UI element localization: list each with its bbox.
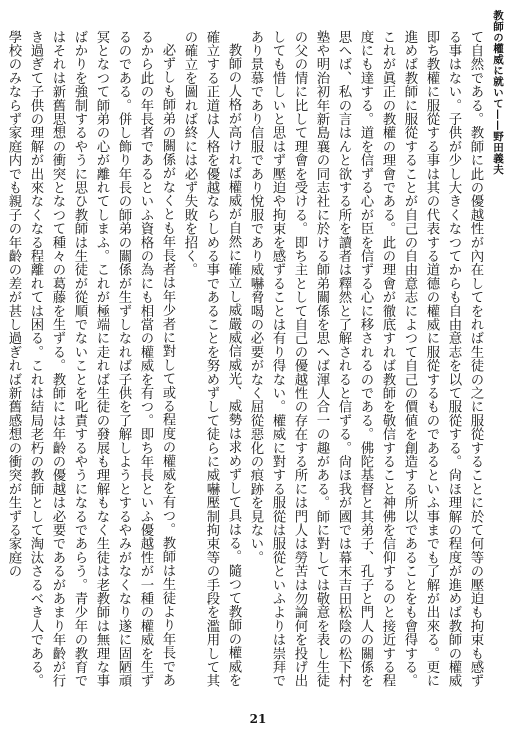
running-head: 教師の權威に就いて——野田義夫 [492, 10, 504, 175]
paragraph: 教師の人格が高ければ權威が自然に確立し威嚴威信威光、威勢は求めずして具はる。隨つて教師の權威を確立する正道は人格を優越ならしめる事であることを努めずして徒らに威嚇壓制拘束等の手段を濫用して其の確立を圖れば終には必ず失敗を招く。 [182, 30, 241, 688]
paragraph: て自然である。教師に此の優越性が內在してをれば生徒の之に服從することに於て何等の壓迫も拘束も感ずる事はない。子供が少し大きくなつてからも自由意志を以て服從する。尙ほ理解の程度が進めば教師の權威即ち教權に服從する事は其の代表する道德の權威に服從するものであるといふ事までも了解が出來る。更に進めば教師に服從することが自己の自由意志によつて自己の價値を創造する所以であることをも會得する。これが眞正の教權の理會である。此の理會が徹底すれば教師を敬信すること神佛を信仰するのと接近する程度にも達する。道を信ずる心が臣を信ずる心に移されるのである。佛陀基督と其弟子、孔子と門人の關係を思へば、私の言はんと欲する所を讀者は釋然と了解されると信ずる。尙ほ我が國では幕末吉田松陰の松下村塾や明治初年新島襄の同志社に於ける師弟關係を思へば渾人合一の趣がある。師に對しては敬意を表し生徒の父の情に比して理會を受ける。即ち主として自己の優越性の存在する所には門人は勞苦は勿論何を投げ出しても惜しいと思はず壓迫や拘束を感ずることは有り得ない。權威に對する服從は服從といふよりは崇拜であり景慕であり信服であり悅服であり威嚇脅喝の必要がなく屈從惡化の痕跡を見ない。 [248, 30, 483, 688]
paragraph: 必ずしも師弟の關係がなくとも年長者は年少者に對して或る程度の權威を有つ。教師は生徒より年長であるから此の年長者であるといふ資格の為にも相當の權威を有つ。即ち年長といふ優越性が一種の權威を生ずるのである。併し飾り年長の師弟の關係が生ずしなれば子供を了解しようとするやみがなくなり遂に固陋頑冥となつて師弟の心が離れてしまふ。これが極端に走れば生徒の發展も理解もなく生徒は老教師は無理な事ばかりを強制するやうに思ひ教師は生徒が從順でないことを叱責するやうになるであらう。青少年の教育ではそれは新舊思想の衝突となつて種々の葛藤を生ずる。教師には年齡の優越は必要であるがあまり年齡が行き過ぎて子供の理解が出來なくなる程離れては困る。これは結局老朽の教師として淘汰さるべき人である。學校のみならず家庭内でも親子の年齡の差が甚し過ぎれば新舊感想の衝突が生ずる家庭の [6, 30, 175, 688]
page-number: 21 [249, 712, 267, 726]
body-text [6, 30, 486, 690]
